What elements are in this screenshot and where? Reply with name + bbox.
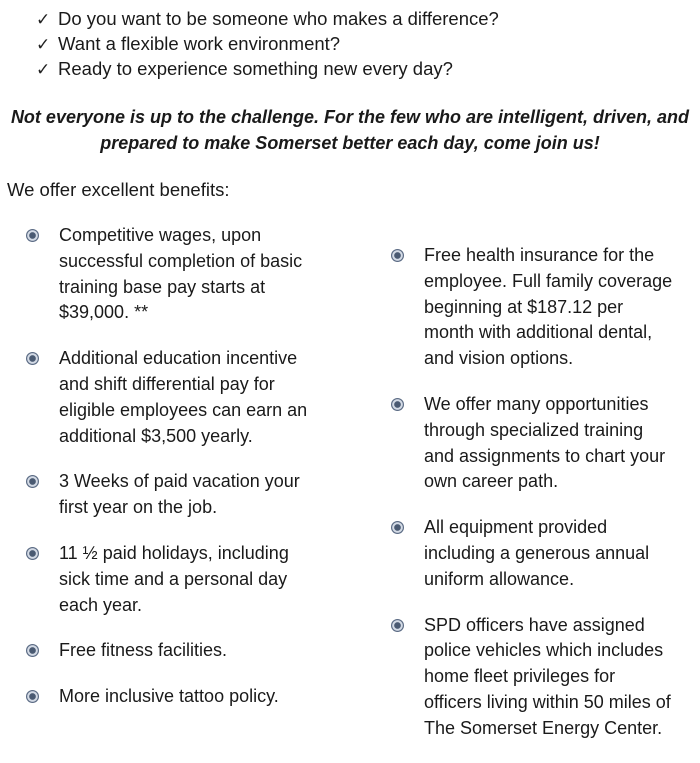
tagline-line-1: Not everyone is up to the challenge. For the few who are intelligent, driven, and [10, 107, 690, 127]
benefit-line: each year. [59, 594, 143, 615]
benefit-line: All equipment provided [424, 517, 608, 538]
benefit-line: first year on the job. [59, 497, 218, 518]
benefit-item [24, 541, 324, 618]
benefit-item [389, 392, 699, 495]
benefit-line: home fleet privileges for [424, 666, 616, 687]
benefit-line: More inclusive tattoo policy. [59, 686, 279, 707]
bullet-icon [26, 690, 39, 703]
benefit-line: month with additional dental, [424, 322, 653, 343]
benefits-heading: We offer excellent benefits: [7, 179, 230, 200]
benefit-line: Free fitness facilities. [59, 640, 228, 661]
recruitment-tagline [0, 104, 700, 156]
checklist-text: Want a flexible work environment? [58, 33, 341, 54]
benefit-line: Competitive wages, upon [59, 225, 262, 245]
benefit-item [389, 613, 699, 742]
benefits-list-left [24, 223, 324, 730]
checklist-text: Do you want to be someone who makes a difference? [58, 8, 499, 29]
benefit-line: and vision options. [424, 348, 574, 369]
benefit-line: employee. Full family coverage [424, 270, 673, 291]
benefits-list-right [389, 243, 699, 762]
benefit-line: $39,000. ** [59, 302, 149, 323]
benefit-item [389, 515, 699, 592]
benefit-line: 3 Weeks of paid vacation your [59, 471, 300, 492]
benefit-line: additional $3,500 yearly. [59, 425, 253, 446]
checklist-item [36, 31, 499, 56]
benefit-line: The Somerset Energy Center. [424, 717, 663, 738]
checklist-text: Ready to experience something new every day? [58, 58, 453, 79]
bullet-icon [26, 475, 39, 488]
benefit-line: including a generous annual [424, 542, 650, 563]
benefit-line: We offer many opportunities [424, 393, 649, 414]
checkmark-icon: ✓ [36, 10, 51, 30]
checklist-item [36, 56, 499, 81]
tagline-line-2: prepared to make Somerset better each day, come join us! [100, 133, 600, 153]
benefit-line: SPD officers have assigned [424, 614, 645, 635]
benefit-item [24, 469, 324, 521]
benefit-line: beginning at $187.12 per [424, 296, 624, 317]
benefit-line: sick time and a personal day [59, 568, 288, 589]
benefit-line: officers living within 50 miles of [424, 691, 671, 712]
benefit-line: and shift differential pay for [59, 373, 275, 394]
bullet-icon [26, 229, 39, 242]
benefit-item [24, 684, 324, 710]
benefit-line: police vehicles which includes [424, 640, 664, 661]
checklist [36, 6, 499, 81]
bullet-icon [391, 619, 404, 632]
checkmark-icon: ✓ [36, 35, 51, 55]
bullet-icon [391, 521, 404, 534]
bullet-icon [26, 547, 39, 560]
bullet-icon [391, 398, 404, 411]
benefit-line: through specialized training [424, 419, 644, 440]
benefit-line: training base pay starts at [59, 276, 266, 297]
benefit-item [24, 638, 324, 664]
benefit-item [24, 346, 324, 449]
benefit-line: and assignments to chart your [424, 445, 666, 466]
benefit-line: Free health insurance for the [424, 245, 655, 265]
benefit-line: eligible employees can earn an [59, 399, 308, 420]
benefit-line: own career path. [424, 471, 559, 492]
benefit-item [389, 243, 699, 372]
benefit-line: Additional education incentive [59, 348, 298, 369]
bullet-icon [26, 352, 39, 365]
bullet-icon [26, 644, 39, 657]
checklist-item [36, 6, 499, 31]
benefit-line: 11 ½ paid holidays, including [59, 542, 289, 563]
checkmark-icon: ✓ [36, 60, 51, 80]
benefit-item [24, 223, 324, 326]
benefit-line: successful completion of basic [59, 250, 303, 271]
benefit-line: uniform allowance. [424, 568, 575, 589]
bullet-icon [391, 249, 404, 262]
